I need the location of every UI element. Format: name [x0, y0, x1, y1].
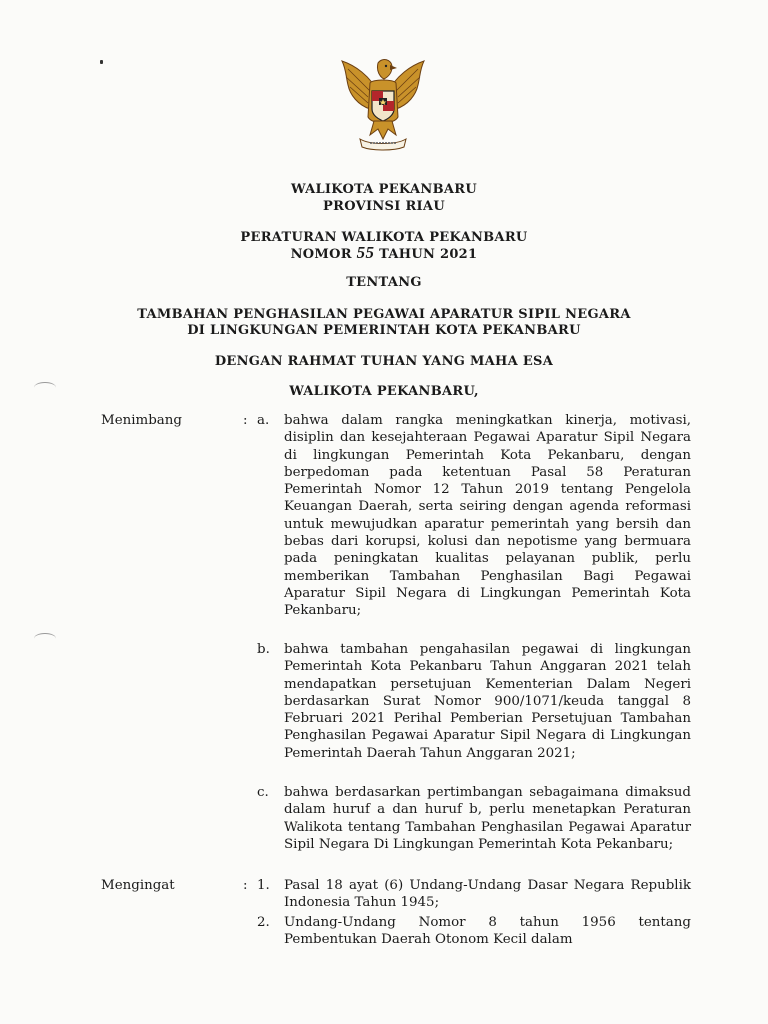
consideration-item-c	[257, 784, 691, 853]
city-heading: WALIKOTA PEKANBARU	[291, 182, 477, 197]
item-text: bahwa tambahan pengahasilan pegawai di lingkungan Pemerintah Kota Pekanbaru Tahun Anggaran 2021 telah mendapatkan persetujuan Kementerian Dalam Negeri berdasarkan Surat Nomor 900/1071/keuda tanggal 8 Februari 2021 Perihal Pemberian Persetujuan Tambahan Penghasilan Pegawai Aparatur Sipil Negara di Lingkungan Pemerintah Daerah Tahun Anggaran 2021;	[284, 642, 691, 761]
item-marker: c.	[257, 785, 269, 800]
regulation-number	[0, 244, 768, 263]
authority-heading: WALIKOTA PEKANBARU,	[289, 384, 479, 399]
menimbang-label: Menimbang	[101, 413, 182, 428]
item-text: bahwa berdasarkan pertimbangan sebagaimana dimaksud dalam huruf a dan huruf b, perlu menetapkan Peraturan Walikota tentang Tambahan Penghasilan Pegawai Aparatur Sipil Negara Di Lingkungan Pemerintah Kota Pekanbaru;	[284, 785, 691, 852]
consideration-item-b	[257, 641, 691, 762]
item-marker: 1.	[257, 878, 270, 893]
blessing-heading: DENGAN RAHMAT TUHAN YANG MAHA ESA	[214, 354, 554, 369]
item-marker: 2.	[257, 915, 270, 930]
regulation-title: PERATURAN WALIKOTA PEKANBARU	[240, 230, 528, 245]
mengingat-label: Mengingat	[101, 878, 175, 893]
nomor-prefix: NOMOR	[290, 247, 352, 262]
consideration-item-a	[257, 412, 691, 620]
legal-basis-item-1	[257, 877, 691, 912]
subject-title-line1: TAMBAHAN PENGHASILAN PEGAWAI APARATUR SIPIL NEGARA	[137, 307, 631, 322]
item-marker: a.	[257, 413, 270, 428]
colon: :	[243, 878, 248, 893]
nomor-suffix: TAHUN 2021	[379, 247, 478, 262]
nomor-value-handwritten: 55	[356, 243, 375, 262]
garuda-pancasila-emblem-icon	[340, 55, 426, 151]
subject-title-line2: DI LINGKUNGAN PEMERINTAH KOTA PEKANBARU	[187, 323, 581, 338]
item-marker: b.	[257, 642, 270, 657]
tentang-heading: TENTANG	[346, 275, 422, 290]
item-text: Pasal 18 ayat (6) Undang-Undang Dasar Negara Republik Indonesia Tahun 1945;	[284, 878, 691, 911]
margin-mark	[34, 633, 56, 644]
colon: :	[243, 413, 248, 428]
scan-speck	[100, 60, 103, 64]
legal-basis-item-2	[257, 914, 691, 949]
item-text: Undang-Undang Nomor 8 tahun 1956 tentang Pembentukan Daerah Otonom Kecil dalam	[284, 915, 691, 948]
item-text: bahwa dalam rangka meningkatkan kinerja, motivasi, disiplin dan kesejahteraan Pegawai Aparatur Sipil Negara di lingkungan Pemerintah Kota Pekanbaru, dengan berpedoman pada ketentuan Pasal 58 Peraturan Pemerintah Nomor 12 Tahun 2019 tentang Pengelola Keuangan Daerah, serta seiring dengan agenda reformasi untuk mewujudkan aparatur pemerintah yang bersih dan bebas dari korupsi, kolusi dan nepotisme yang bermuara pada peningkatan kualitas pelayanan publik, perlu memberikan Tambahan Penghasilan Bagi Pegawai Aparatur Sipil Negara di Lingkungan Pemerintah Kota Pekanbaru;	[284, 413, 691, 619]
province-heading: PROVINSI RIAU	[323, 199, 445, 214]
